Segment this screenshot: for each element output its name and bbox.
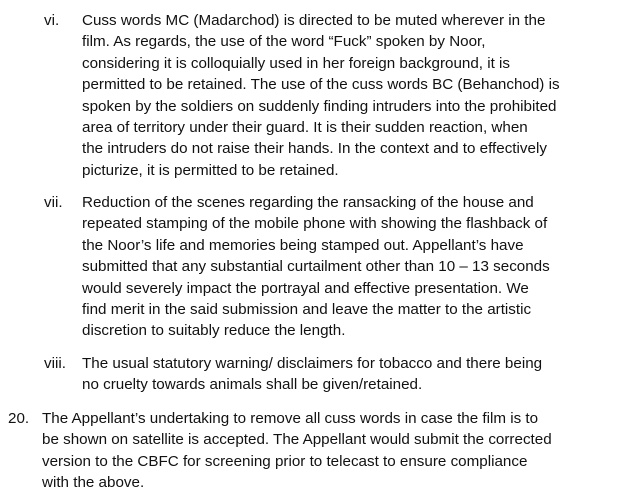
paragraph-20 <box>8 408 636 494</box>
text-line: with the above. <box>42 474 145 492</box>
paragraph-text <box>42 408 636 494</box>
text-line: the intruders do not raise their hands. In the context and to effectively <box>82 140 547 158</box>
clause-number: vii. <box>44 194 63 211</box>
clause-number: viii. <box>44 355 66 372</box>
text-line: be shown on satellite is accepted. The Appellant would submit the corrected <box>42 431 552 449</box>
clause-viii <box>44 353 636 396</box>
clause-text <box>82 192 636 342</box>
text-line: version to the CBFC for screening prior to telecast to ensure compliance <box>42 452 528 470</box>
text-line: discretion to suitably reduce the length. <box>82 322 346 340</box>
text-line: would severely impact the portrayal and effective presentation. We <box>82 279 529 297</box>
text-line: The usual statutory warning/ disclaimers for tobacco and there being <box>82 355 543 372</box>
clause-text <box>82 10 636 181</box>
clause-vii <box>44 192 636 342</box>
text-line: area of territory under their guard. It is their sudden reaction, when <box>82 119 528 137</box>
paragraph-number: 20. <box>8 410 30 427</box>
text-line: repeated stamping of the mobile phone with showing the flashback of <box>82 215 548 233</box>
text-line: spoken by the soldiers on suddenly finding intruders into the prohibited <box>82 97 557 115</box>
text-line: find merit in the said submission and leave the matter to the artistic <box>82 301 532 319</box>
text-line: the Noor’s life and memories being stamped out. Appellant’s have <box>82 236 524 254</box>
text-line: film. As regards, the use of the word “Fuck” spoken by Noor, <box>82 33 486 51</box>
clause-text <box>82 353 636 396</box>
text-line: permitted to be retained. The use of the cuss words BC (Behanchod) is <box>82 76 560 94</box>
text-line: submitted that any substantial curtailment other than 10 – 13 seconds <box>82 258 550 276</box>
text-line: no cruelty towards animals shall be given/retained. <box>82 376 423 394</box>
text-line: Cuss words MC (Madarchod) is directed to be muted wherever in the <box>82 12 546 29</box>
text-line: Reduction of the scenes regarding the ransacking of the house and <box>82 194 534 211</box>
clause-vi <box>44 10 636 181</box>
text-line: considering it is colloquially used in her foreign background, it is <box>82 54 511 72</box>
text-line: picturize, it is permitted to be retained. <box>82 161 339 179</box>
text-line: The Appellant’s undertaking to remove all cuss words in case the film is to <box>42 410 539 427</box>
clause-number: vi. <box>44 12 60 29</box>
